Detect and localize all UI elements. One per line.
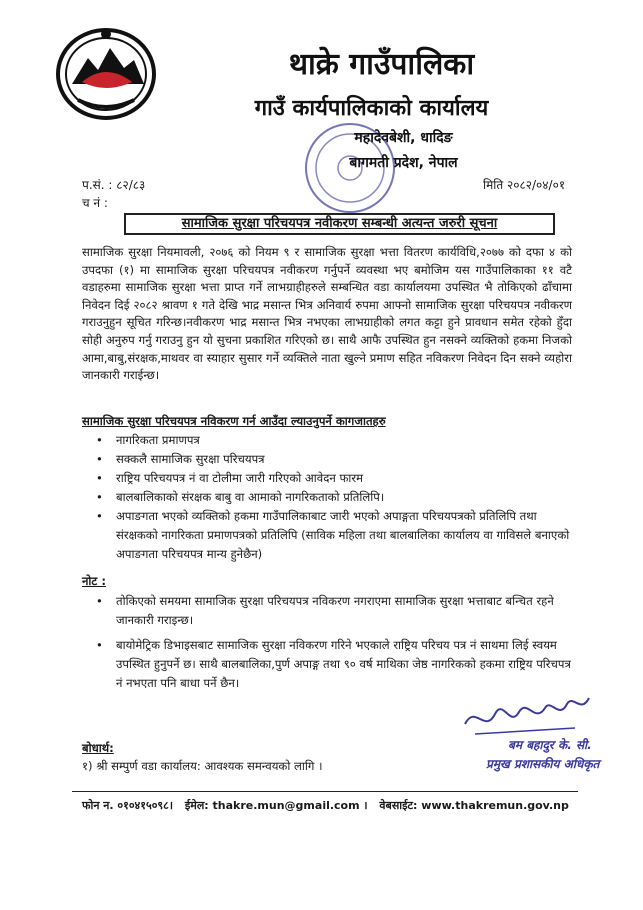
municipality-title: थाक्रे गाउँपालिका [288, 47, 475, 82]
dispatch-number: च नं : [82, 196, 108, 210]
list-item: • राष्ट्रिय परिचयपत्र नं वा टोलीमा जारी गरिएको आवेदन फारम [96, 469, 578, 488]
signatory-name: बम बहादुर के. सी. [508, 738, 592, 752]
list-item: • बालबालिकाको संरक्षक बाबु वा आमाको नागरिकताको प्रतिलिपि। [96, 488, 578, 507]
notice-body: सामाजिक सुरक्षा नियमावली, २०७६ को नियम ९ र सामाजिक सुरक्षा भत्ता वितरण कार्यविधि,२०७७ को दफा ४ को उपदफा (१) मा सामाजिक सुरक्षा परिचयपत्र नवीकरण गर्नुपर्ने व्यवस्था भए बमोजिम यस गाउँपालिकाका ११ वटै वडाहरुमा सामाजिक सुरक्षा भत्ता प्राप्त गर्ने लाभग्राहीहरुले सम्बन्धित वडा कार्यालयमा उपस्थित भै तोकिएको ढाँचामा निवेदन दिई २०८२ श्रावण १ गते देखि भाद्र मसान्त भित्र अनिवार्य रुपमा आफ्नो सामाजिक सुरक्षा परिचयपत्र नवीकरण गराउनुहुन सूचित गरिन्छ।नवीकरण भाद्र मसान्त भित्र नभएका लाभग्राहीको लगत कट्टा हुने प्रावधान समेत रहेको हुँदा सोही अनुरुप गर्नु गराउनु हुन यो सुचना प्रकाशित गरिएको छ। साथै आफै उपस्थित हुन नसक्ने व्यक्तिको हकमा निजको आमा,बाबु,संरक्षक,माथवर वा स्याहार सुसार गर्ने व्यक्तिले नाता खुल्ने प्रमाण सहित नविकरण निवेदन दिन सक्ने व्यहोरा जानकारी गराईन्छ। [82, 245, 572, 383]
bullet-icon: • [96, 433, 103, 447]
footer-email[interactable]: ईमेल: thakre.mun@gmail.com । [184, 799, 368, 812]
cc-title: बोधार्थ: [82, 741, 114, 755]
bullet-icon: • [96, 452, 103, 466]
signatory-title: प्रमुख प्रशासकीय अधिकृत [486, 757, 600, 771]
office-title: गाउँ कार्यपालिकाको कार्यालय [254, 96, 489, 121]
address-line-1: महादेवबेशी, धादिङ [354, 130, 453, 146]
fiscal-year-ref: प.सं. : ८२/८३ [82, 178, 146, 192]
documents-list [96, 431, 578, 564]
documents-title: सामाजिक सुरक्षा परिचयपत्र नविकरण गर्न आउँदा ल्याउनुपर्ने कागजातहरु [82, 414, 386, 428]
bullet-icon: • [96, 594, 103, 608]
footer-contact [82, 798, 569, 813]
signature [455, 684, 605, 744]
footer-phone: फोन न. ०१०४१५०९८। [82, 799, 174, 812]
bullet-icon: • [96, 490, 103, 504]
notice-heading: सामाजिक सुरक्षा परिचयपत्र नवीकरण सम्बन्धी अत्यन्त जरुरी सूचना [124, 213, 555, 235]
list-item: • तोकिएको समयमा सामाजिक सुरक्षा परिचयपत्र नविकरण नगराएमा सामाजिक सुरक्षा भत्ताबाट बन्चित रहने जानकारी गराइन्छ। [96, 594, 554, 627]
notes-list [96, 592, 578, 693]
bullet-icon: • [96, 638, 103, 652]
notes-title: नोट : [82, 574, 106, 588]
cc-item: १) श्री सम्पुर्ण वडा कार्यालय: आवश्यक समन्वयको लागि । [82, 759, 323, 773]
address-line-2: बागमती प्रदेश, नेपाल [349, 155, 458, 171]
bullet-icon: • [96, 471, 103, 485]
footer-divider [72, 791, 578, 792]
footer-website[interactable]: वेबसाईट: www.thakremun.gov.np [379, 799, 569, 812]
bullet-icon: • [96, 509, 103, 523]
issue-date: मिति २०८२/०४/०१ [483, 178, 566, 192]
list-item: • नागरिकता प्रमाणपत्र [96, 431, 578, 450]
list-item: • बायोमेट्रिक डिभाइसबाट सामाजिक सुरक्षा नविकरण गरिने भएकाले राष्ट्रिय परिचय पत्र नं साथमा लिई स्वयम उपस्थित हुनुपर्ने छ। साथै बालबालिका,पुर्ण अपाङ्ग तथा ९० वर्ष माथिका जेष्ठ नागरिकको हकमा राष्ट्रिय परिचपत्र नं नभएता पनि बाधा पर्ने छैन। [96, 638, 571, 690]
list-item: • अपाङगता भएको व्यक्तिको हकमा गाउँपालिकाबाट जारी भएको अपाङ्गता परिचयपत्रको प्रतिलिपि तथा संरक्षकको नागरिकता प्रमाणपत्रको प्रतिलिपि (साविक महिला तथा बालबालिका कार्यालय वा गाविसले बनाएको अपाङगता परिचयपत्र मान्य हुनेछैन) [96, 509, 570, 561]
list-item: • सक्कलै सामाजिक सुरक्षा परिचयपत्र [96, 450, 578, 469]
